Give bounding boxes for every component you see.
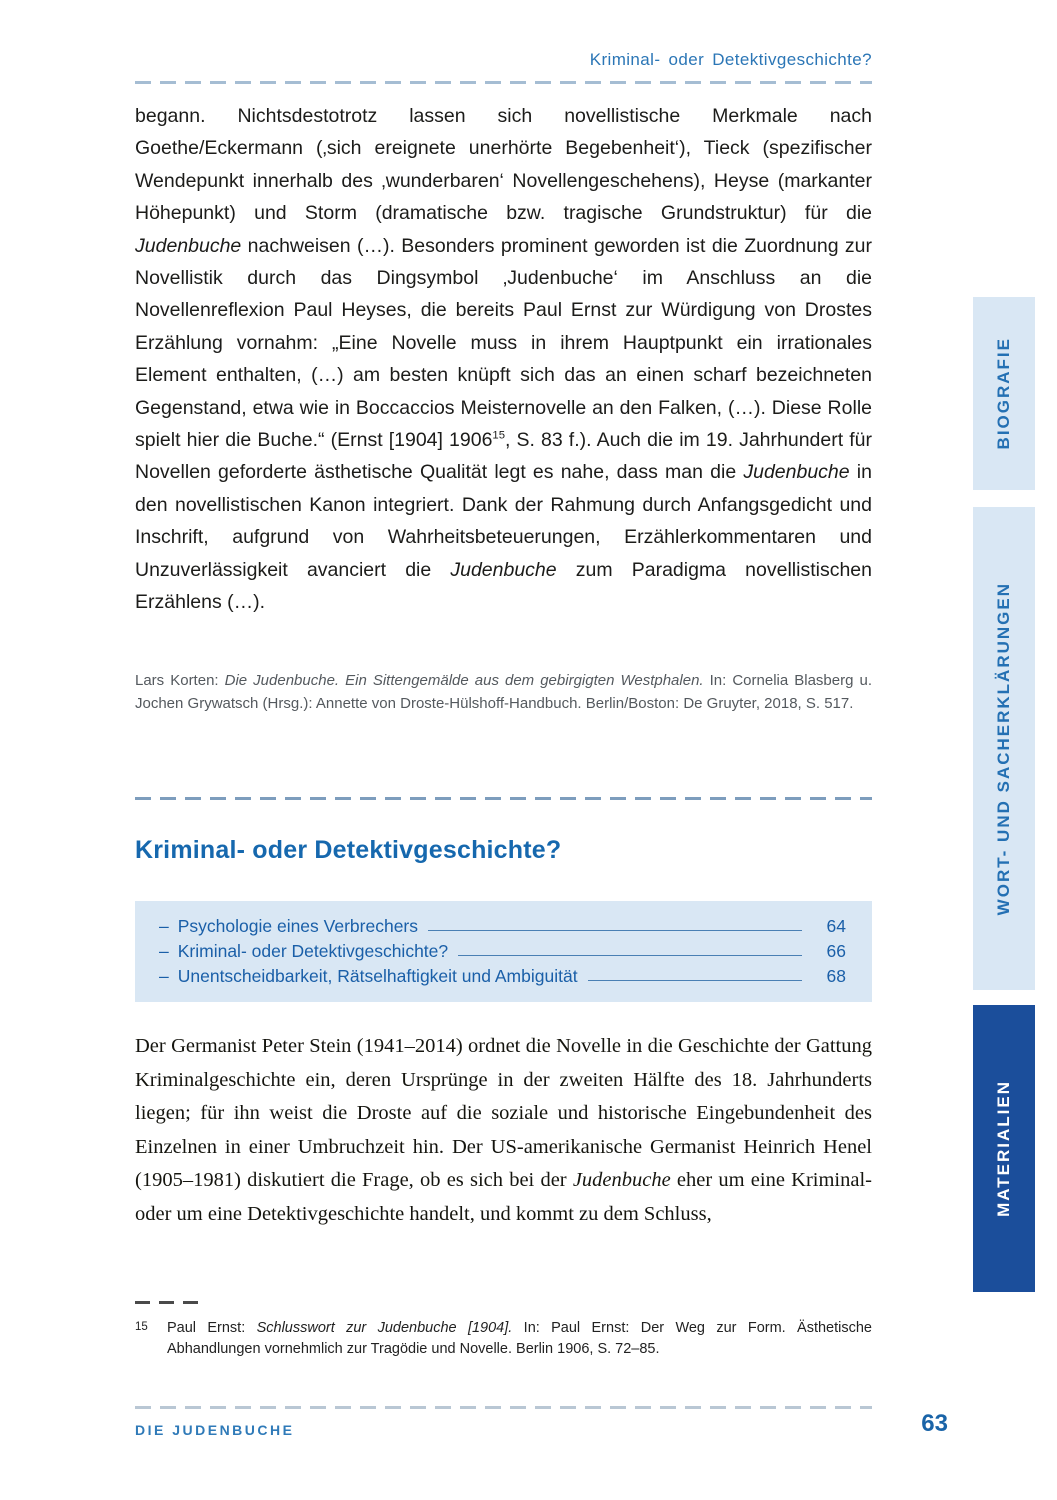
toc-bullet: – bbox=[159, 941, 169, 961]
sidebar-tab-label: WORT- UND SACHERKLÄRUNGEN bbox=[994, 581, 1013, 916]
toc-item[interactable] bbox=[159, 939, 846, 964]
body-paragraph-1: begann. Nichtsdestotrotz lassen sich novellistische Merkmale nach Goethe/Eckermann (‚sich ereignete unerhörte Begebenheit‘), Tieck (spezifischer Wendepunkt innerhalb des ‚wunderbaren‘ Novellengeschehens), Heyse (markanter Höhepunkt) und Storm (dramatische bzw. tragische Grundstruktur) für die Judenbuche nachweisen (…). Besonders prominent geworden ist die Zuordnung zur Novellistik durch das Dingsymbol ‚Judenbuche‘ im Anschluss an die Novellenreflexion Paul Heyses, die bereits Paul Ernst zur Würdigung von Drostes Erzählung vornahm: „Eine Novelle muss in ihrem Hauptpunkt ein irrationales Element enthalten, (…) am besten knüpft sich das an einen scharf bezeichneten Gegenstand, etwa wie in Boccaccios Meisternovelle an den Falken, (…). Diese Rolle spielt hier die Buche.“ (Ernst [1904] 1906$^{15}$, S. 83 f.). Auch die im 19. Jahrhundert für Novellen geforderte ästhetische Qualität legt es nahe, dass man die Judenbuche in den novellistischen Kanon integriert. Dank der Rahmung durch Anfangsgedicht und Inschrift, aufgrund von Wahrheitsbeteuerungen, Erzählerkommentaren und Unzuverlässigkeit avanciert die Judenbuche zum Paradigma novellistischen Erzählens (…). bbox=[135, 105, 872, 614]
toc-label: Psychologie eines Verbrechers bbox=[177, 916, 419, 936]
toc-box bbox=[135, 901, 872, 1002]
sidebar-tab-wort-und-sacherklaerungen[interactable] bbox=[973, 507, 1035, 990]
sidebar-tab-label: BIOGRAFIE bbox=[994, 337, 1013, 450]
footer-book-title: DIE JUDENBUCHE bbox=[135, 1422, 295, 1438]
sidebar-tab-label: MATERIALIEN bbox=[994, 1080, 1013, 1217]
footnote-marker: 15 bbox=[135, 1321, 148, 1333]
sidebar-tab-biografie[interactable] bbox=[973, 297, 1035, 490]
source-citation: Lars Korten: Die Judenbuche. Ein Sittengemälde aus dem gebirgigten Westphalen. In: Cornelia Blasberg u. Jochen Grywatsch (Hrsg.): Annette von Droste-Hülshoff-Handbuch. Berlin/Boston: De Gruyter, 2018, S. 517. bbox=[135, 672, 872, 712]
toc-page-number: 66 bbox=[826, 941, 846, 961]
footer-divider-dashed-line bbox=[135, 1406, 872, 1409]
toc-label: Unentscheidbarkeit, Rätselhaftigkeit und Ambiguität bbox=[177, 966, 578, 986]
toc-item[interactable] bbox=[159, 914, 846, 939]
toc-bullet: – bbox=[159, 916, 169, 936]
toc-label: Kriminal- oder Detektivgeschichte? bbox=[177, 941, 449, 961]
footnote-text: Paul Ernst: Schlusswort zur Judenbuche [1904]. In: Paul Ernst: Der Weg zur Form. Ästhetische Abhandlungen vornehmlich zur Tragödie und Novelle. Berlin 1906, S. 72–85. bbox=[167, 1320, 872, 1357]
toc-leader-line bbox=[588, 980, 802, 982]
toc-page-number: 68 bbox=[826, 966, 846, 986]
header-divider-dashed-line bbox=[135, 81, 872, 84]
toc-bullet: – bbox=[159, 966, 169, 986]
toc-leader-line bbox=[458, 955, 802, 957]
running-header: Kriminal- oder Detektivgeschichte? bbox=[589, 50, 872, 69]
section-divider-dashed-line bbox=[135, 797, 872, 800]
footnote bbox=[135, 1318, 872, 1360]
toc-page-number: 64 bbox=[826, 916, 846, 936]
sidebar-tab-materialien[interactable] bbox=[973, 1005, 1035, 1292]
body-paragraph-2: Der Germanist Peter Stein (1941–2014) ordnet die Novelle in die Geschichte der Gattung Kriminalgeschichte ein, deren Ursprünge in der zweiten Hälfte des 18. Jahrhunderts liegen; für ihn weist die Droste auf die soziale und historische Eingebundenheit des Einzelnen in einer Umbruchzeit hin. Der US-amerikanische Germanist Heinrich Henel (1905–1981) diskutiert die Frage, ob es sich bei der Judenbuche eher um eine Kriminal- oder um eine Detektivgeschichte handelt, und kommt zu dem Schluss, bbox=[135, 1035, 872, 1225]
page-number: 63 bbox=[921, 1410, 948, 1437]
toc-item[interactable] bbox=[159, 964, 846, 989]
toc-leader-line bbox=[428, 930, 802, 932]
section-heading: Kriminal- oder Detektivgeschichte? bbox=[135, 836, 562, 864]
footnote-divider-dashed-line bbox=[135, 1301, 201, 1304]
